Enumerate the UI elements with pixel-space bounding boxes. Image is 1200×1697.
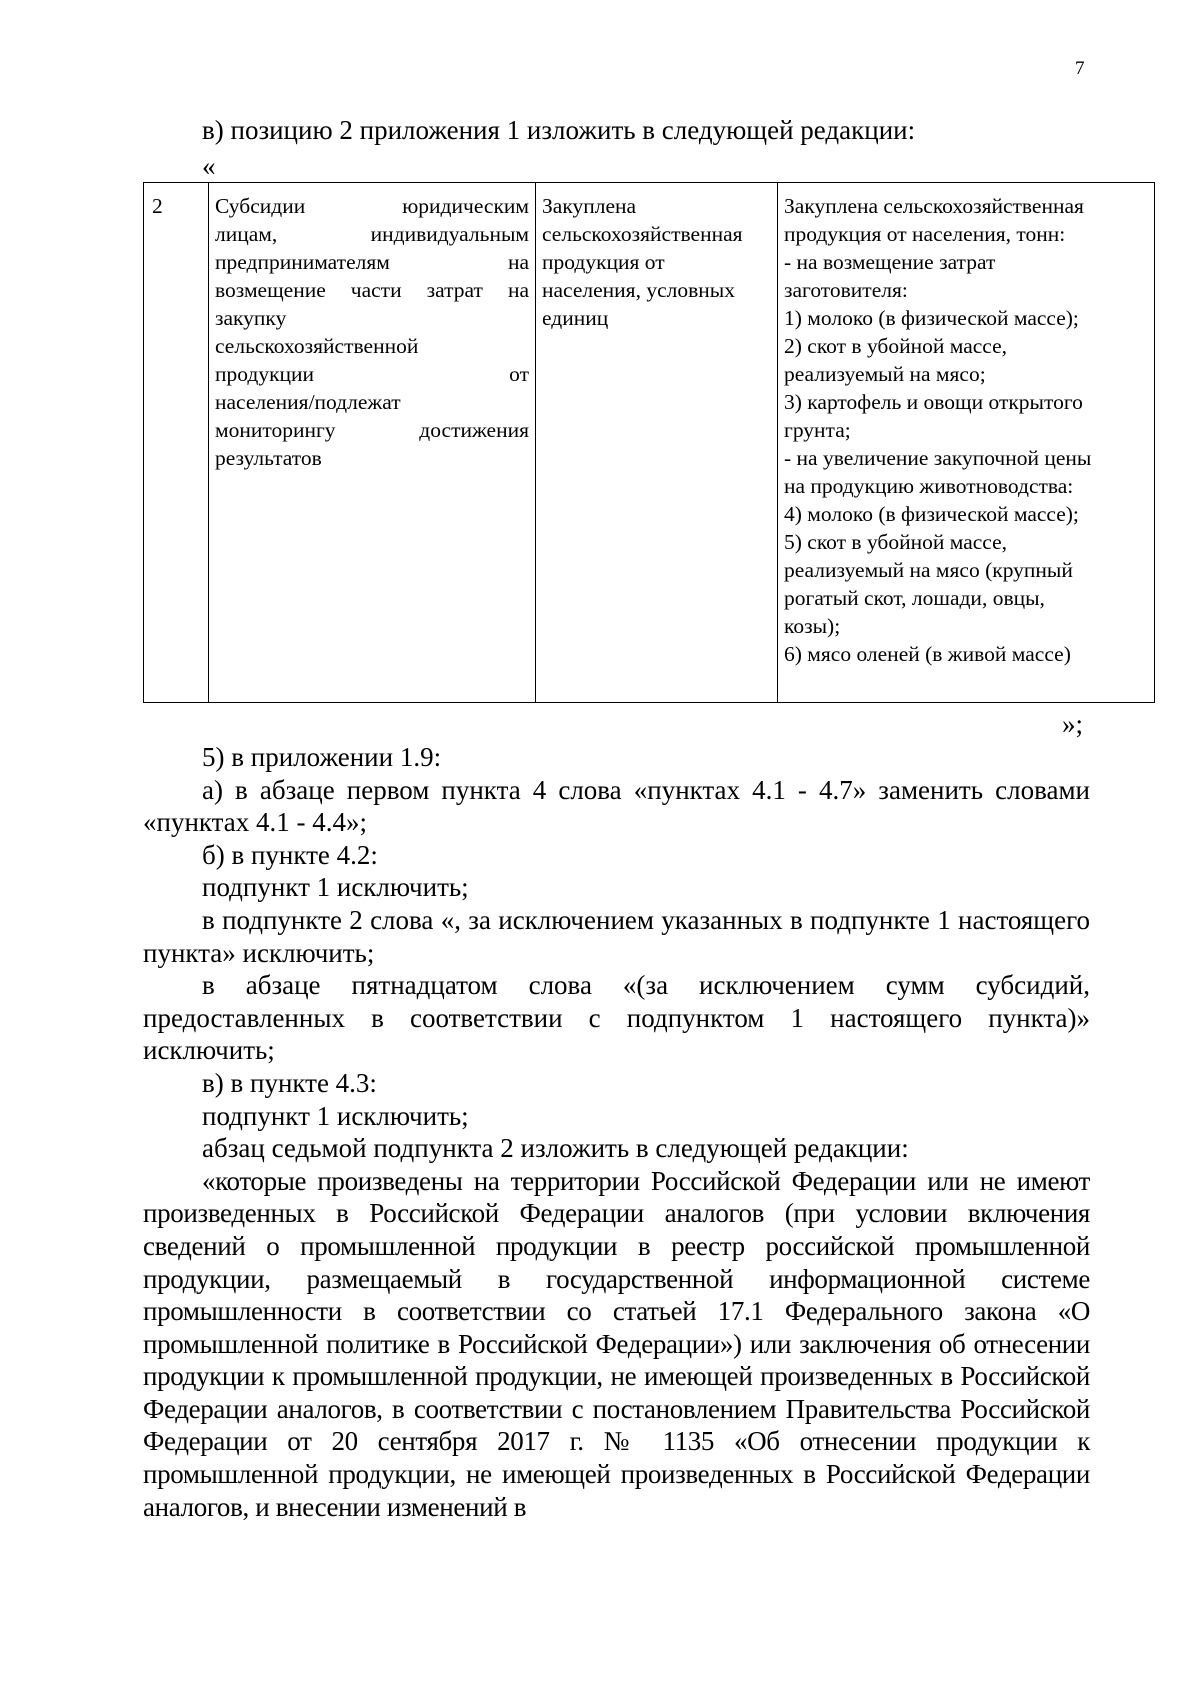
name-line: результатов [215, 446, 322, 470]
name-line: предпринимателям на [215, 250, 529, 274]
name-line: сельскохозяйственной [215, 334, 419, 358]
row-name-cell [209, 183, 536, 703]
paragraph: а) в абзаце первом пункта 4 слова «пунктах 4.1 - 4.7» заменить словами «пунктах 4.1 - 4.4»; [143, 774, 1090, 838]
intro-line: в) позицию 2 приложения 1 изложить в следующей редакции: [202, 115, 916, 145]
name-line: возмещение части затрат на [215, 278, 529, 302]
name-line: продукции от [215, 362, 529, 386]
detail-line: Закуплена сельскохозяйственная [784, 194, 1084, 218]
paragraph: в абзаце пятнадцатом слова «(за исключением сумм субсидий, предоставленных в соответствии с подпунктом 1 настоящего пункта)» исключить; [143, 970, 1090, 1066]
indicator-line: Закуплена [542, 194, 637, 218]
amendment-text [143, 741, 1090, 1523]
indicator-line: населения, условных [542, 278, 735, 302]
paragraph: 5) в приложении 1.9: [202, 742, 442, 772]
detail-line: грунта; [784, 418, 851, 442]
close-quote: »; [1062, 709, 1084, 739]
detail-line: 6) мясо оленей (в живой массе) [784, 642, 1071, 666]
detail-line: на продукцию животноводства: [784, 474, 1074, 498]
paragraph: б) в пункте 4.2: [202, 839, 378, 870]
detail-line: 5) скот в убойной массе, [784, 530, 1008, 554]
table-row [144, 183, 1155, 703]
name-line: лицам, индивидуальным [215, 222, 529, 246]
name-line: Субсидии юридическим [215, 194, 529, 218]
name-line: мониторингу достижения [215, 418, 529, 442]
detail-line: 1) молоко (в физической массе); [784, 306, 1079, 330]
row-number-cell: 2 [144, 183, 209, 703]
open-quote: « [202, 151, 216, 181]
paragraph: абзац седьмой подпункта 2 изложить в следующей редакции: [202, 1133, 909, 1164]
detail-line: козы); [784, 614, 841, 638]
indicator-line: сельскохозяйственная [542, 222, 743, 246]
detail-line: реализуемый на мясо (крупный [784, 558, 1073, 582]
page-number: 7 [1075, 58, 1085, 79]
row-indicator-cell [536, 183, 778, 703]
name-line: закупку [215, 306, 287, 330]
detail-line: 2) скот в убойной массе, [784, 334, 1008, 358]
detail-line: 3) картофель и овощи открытого [784, 390, 1083, 414]
detail-line: заготовителя: [784, 278, 908, 302]
detail-line: рогатый скот, лошади, овцы, [784, 586, 1045, 610]
paragraph: подпункт 1 исключить; [202, 872, 469, 903]
indicator-line: единиц [542, 306, 609, 330]
paragraph: в) в пункте 4.3: [202, 1067, 377, 1098]
detail-line: - на возмещение затрат [784, 250, 996, 274]
paragraph: в подпункте 2 слова «, за исключением указанных в подпункте 1 настоящего пункта» исключить; [143, 904, 1090, 968]
name-line: населения/подлежат [215, 390, 401, 414]
paragraph: «которые произведены на территории Российской Федерации или не имеют произведенных в Российской Федерации аналогов (при условии включения сведений о промышленной продукции в реестр российской промышленной продукции, размещаемый в государственной информационной системе промышленности в соответствии со статьей 17.1 Федерального закона «О промышленной политике в Российской Федерации») или заключения об отнесении продукции к промышленной продукции, не имеющей произведенных в Российской Федерации аналогов, в соответствии с постановлением Правительства Российской Федерации от 20 сентября 2017 г. № 1135 «Об отнесении продукции к промышленной продукции, не имеющей произведенных в Российской Федерации аналогов, и внесении изменений в [143, 1165, 1090, 1522]
detail-line: реализуемый на мясо; [784, 362, 986, 386]
detail-line: 4) молоко (в физической массе); [784, 502, 1079, 526]
detail-line: продукция от населения, тонн: [784, 222, 1066, 246]
paragraph: подпункт 1 исключить; [202, 1100, 469, 1131]
quoted-table [143, 182, 1155, 703]
detail-line: - на увеличение закупочной цены [784, 446, 1092, 470]
indicator-line: продукция от [542, 250, 665, 274]
row-detail-cell [778, 183, 1155, 703]
